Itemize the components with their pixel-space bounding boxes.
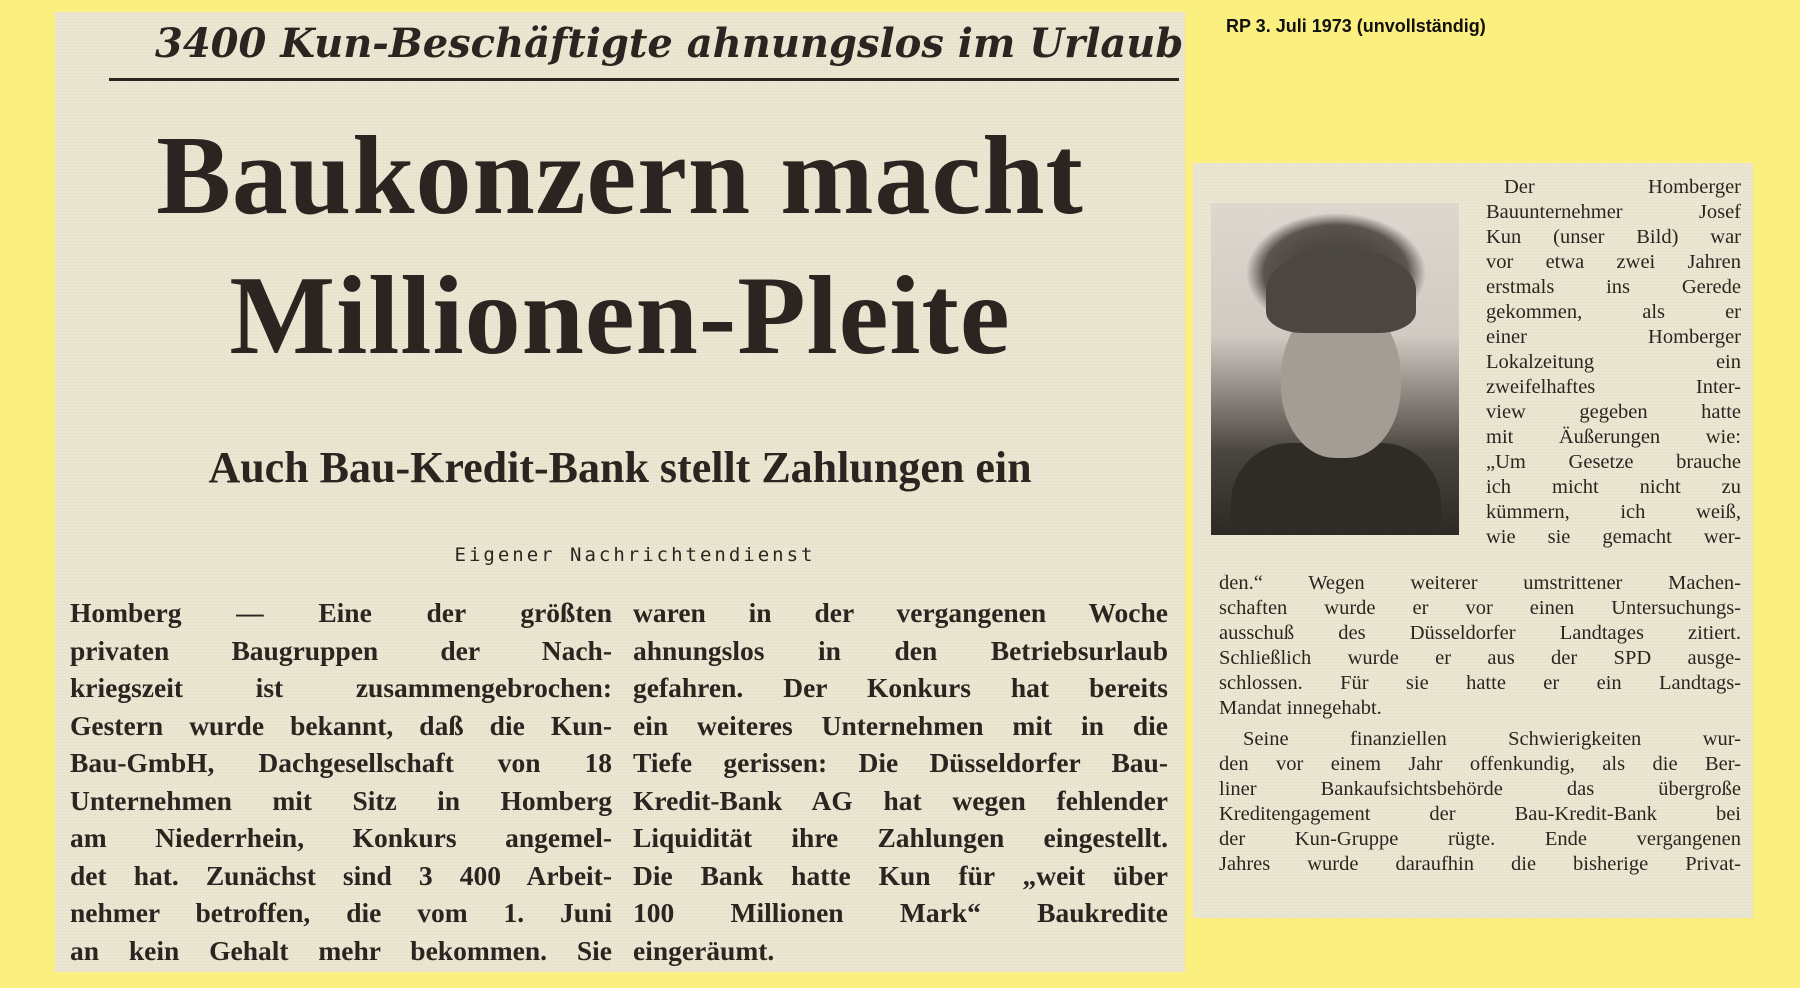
text-line: eingeräumt. (633, 934, 775, 966)
photo-hair (1266, 248, 1416, 333)
kicker-line: 3400 Kun-Beschäftigte ahnungslos im Urlaub (155, 20, 1184, 67)
text-line: liner Bankaufsichtsbehörde das übergroße (1219, 778, 1741, 800)
text-line: erstmals ins Gerede (1486, 276, 1741, 298)
text-line: ein weiteres Unternehmen mit in die (633, 709, 1168, 741)
text-line: Seine finanziellen Schwierigkeiten wur- (1243, 728, 1741, 750)
text-line: Unternehmen mit Sitz in Homberg (70, 784, 612, 816)
subheadline: Auch Bau-Kredit-Bank stellt Zahlungen ein (208, 443, 1032, 492)
text-line: gekommen, als er (1486, 301, 1741, 323)
text-line: kümmern, ich weiß, (1486, 501, 1741, 523)
text-line: zweifelhaftes Inter- (1486, 376, 1741, 398)
text-line: Liquidität ihre Zahlungen eingestellt. (633, 822, 1168, 853)
text-line: 100 Millionen Mark“ Baukredite (633, 897, 1168, 928)
text-line: kriegszeit ist zusammengebrochen: (70, 672, 612, 703)
text-line: Tiefe gerissen: Die Düsseldorfer Bau- (633, 747, 1168, 778)
text-line: Kredit-Bank AG hat wegen fehlender (633, 784, 1168, 816)
text-line: privaten Baugruppen der Nach- (70, 634, 612, 666)
text-line: schaften wurde er vor einen Untersuchungs- (1219, 597, 1741, 619)
text-line: Bau-GmbH, Dachgesellschaft von 18 (70, 747, 612, 778)
text-line: „Um Gesetze brauche (1486, 451, 1741, 473)
body-column-left (70, 594, 612, 969)
portrait-photo (1211, 203, 1459, 535)
text-line: der Kun-Gruppe rügte. Ende vergangenen (1219, 828, 1741, 850)
text-line: einer Homberger (1486, 326, 1741, 348)
text-line: Die Bank hatte Kun für „weit über (633, 859, 1168, 891)
text-line: Homberg — Eine der größten (70, 597, 612, 628)
text-line: mit Äußerungen wie: (1486, 426, 1741, 448)
sidebar-text-narrow (1486, 175, 1741, 550)
text-line: waren in der vergangenen Woche (633, 597, 1168, 628)
text-line: Bauunternehmer Josef (1486, 201, 1741, 223)
text-line: Gestern wurde bekannt, daß die Kun- (70, 709, 612, 741)
text-line: Kreditengagement der Bau-Kredit-Bank bei (1219, 803, 1741, 825)
text-line: view gegeben hatte (1486, 401, 1741, 423)
text-line: an kein Gehalt mehr bekommen. Sie (70, 934, 612, 966)
body-column-right (633, 594, 1168, 969)
text-line: det hat. Zunächst sind 3 400 Arbeit- (70, 859, 612, 891)
kicker-rule (109, 78, 1179, 81)
sidebar-text-wide (1219, 571, 1741, 877)
text-line: nehmer betroffen, die vom 1. Juni (70, 897, 612, 928)
text-line: gefahren. Der Konkurs hat bereits (633, 672, 1168, 703)
main-clipping (55, 12, 1185, 972)
text-line: den vor einem Jahr offenkundig, als die Ber- (1219, 753, 1741, 775)
clipping-caption: RP 3. Juli 1973 (unvollständig) (1226, 16, 1486, 36)
text-line: Kun (unser Bild) war (1486, 226, 1741, 248)
headline-line-2: Millionen-Pleite (229, 254, 1011, 378)
text-line: wie sie gemacht wer- (1486, 526, 1741, 548)
text-line: ahnungslos in den Betriebsurlaub (633, 634, 1168, 666)
text-line: Mandat innegehabt. (1219, 697, 1382, 719)
text-line: am Niederrhein, Konkurs angemel- (70, 822, 612, 853)
text-line: Lokalzeitung ein (1486, 351, 1741, 373)
text-line: Schließlich wurde er aus der SPD ausge- (1219, 647, 1741, 669)
text-line: ausschuß des Düsseldorfer Landtages zitiert. (1219, 622, 1741, 644)
text-line: den.“ Wegen weiterer umstrittener Machen- (1219, 572, 1741, 594)
headline-line-1: Baukonzern macht (156, 114, 1084, 238)
text-line: ich micht nicht zu (1486, 476, 1741, 498)
text-line: schlossen. Für sie hatte er ein Landtags- (1219, 672, 1741, 694)
text-line: Jahres wurde daraufhin die bisherige Privat- (1219, 853, 1741, 875)
text-line: vor etwa zwei Jahren (1486, 251, 1741, 273)
byline: Eigener Nachrichtendienst (454, 544, 816, 566)
side-clipping (1193, 163, 1753, 918)
text-line: Der Homberger (1504, 176, 1741, 198)
